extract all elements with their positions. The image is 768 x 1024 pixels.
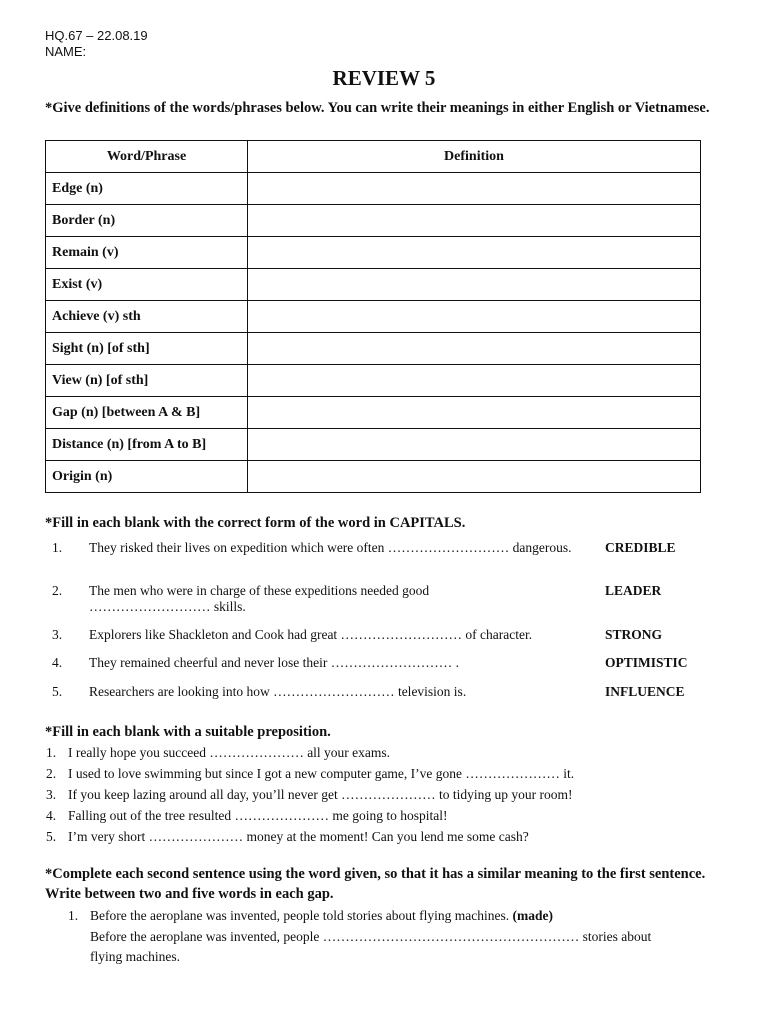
word-cell: Origin (n) xyxy=(46,461,248,493)
item-number: 4. xyxy=(52,655,63,670)
item-number: 2. xyxy=(46,766,57,781)
word-cell: Distance (n) [from A to B] xyxy=(46,429,248,461)
table-row xyxy=(46,429,701,461)
second-sentence-line1: Before the aeroplane was invented, people ………………………………………………… stories about xyxy=(90,929,652,944)
page-title: REVIEW 5 xyxy=(332,66,436,90)
definition-cell[interactable] xyxy=(248,397,701,429)
table-row xyxy=(46,205,701,237)
item-text: If you keep lazing around all day, you’ll never get ………………… to tidying up your room! xyxy=(68,787,573,802)
table-row xyxy=(46,461,701,493)
capitals-word: OPTIMISTIC xyxy=(605,655,688,670)
column-header-word: Word/Phrase xyxy=(46,141,248,173)
table-row xyxy=(46,365,701,397)
keyword: (made) xyxy=(512,908,553,923)
table-row xyxy=(46,333,701,365)
item-number: 5. xyxy=(52,684,63,699)
word-cell: Remain (v) xyxy=(46,237,248,269)
section4-instruction: *Complete each second sentence using the word given, so that it has a similar meaning to the first sentence. Write between two and five words in each gap. xyxy=(45,866,706,902)
item-text: They remained cheerful and never lose their ……………………… . xyxy=(89,655,460,670)
name-label: NAME: xyxy=(45,44,87,59)
item-number: 3. xyxy=(52,627,63,642)
item-text: Researchers are looking into how ……………………… television is. xyxy=(89,684,467,699)
definition-cell[interactable] xyxy=(248,237,701,269)
item-number: 1. xyxy=(46,745,57,760)
word-cell: Exist (v) xyxy=(46,269,248,301)
table-row xyxy=(46,301,701,333)
item-text: I’m very short ………………… money at the moment! Can you lend me some cash? xyxy=(68,829,529,844)
definition-cell[interactable] xyxy=(248,333,701,365)
item-text: The men who were in charge of these expeditions needed good ……………………… skills. xyxy=(89,583,430,614)
item-number: 2. xyxy=(52,583,63,598)
word-cell: Sight (n) [of sth] xyxy=(46,333,248,365)
vocabulary-table xyxy=(45,140,701,493)
word-cell: Gap (n) [between A & B] xyxy=(46,397,248,429)
section1-instruction: *Give definitions of the words/phrases below. You can write their meanings in either English or Vietnamese. xyxy=(45,100,710,116)
section3-instruction: *Fill in each blank with a suitable preposition. xyxy=(45,724,331,740)
capitals-word: LEADER xyxy=(605,583,662,598)
section2-instruction: *Fill in each blank with the correct form of the word in CAPITALS. xyxy=(45,515,466,531)
item-text: I really hope you succeed ………………… all your exams. xyxy=(68,745,391,760)
table-row xyxy=(46,173,701,205)
definition-cell[interactable] xyxy=(248,173,701,205)
item-text: Falling out of the tree resulted ………………… me going to hospital! xyxy=(68,808,448,823)
table-header-row xyxy=(46,141,701,173)
item-number: 5. xyxy=(46,829,57,844)
definition-cell[interactable] xyxy=(248,365,701,397)
capitals-word: INFLUENCE xyxy=(605,684,685,699)
item-number: 1. xyxy=(68,908,79,923)
word-cell: Achieve (v) sth xyxy=(46,301,248,333)
table-row xyxy=(46,397,701,429)
definition-cell[interactable] xyxy=(248,301,701,333)
item-number: 4. xyxy=(46,808,57,823)
definition-cell[interactable] xyxy=(248,429,701,461)
table-row xyxy=(46,237,701,269)
word-cell: Edge (n) xyxy=(46,173,248,205)
definition-cell[interactable] xyxy=(248,205,701,237)
item-text: I used to love swimming but since I got a new computer game, I’ve gone ………………… it. xyxy=(68,766,575,781)
item-number: 3. xyxy=(46,787,57,802)
worksheet-code: HQ.67 – 22.08.19 xyxy=(45,28,148,43)
table-row xyxy=(46,269,701,301)
capitals-word: CREDIBLE xyxy=(605,540,676,555)
item-number: 1. xyxy=(52,540,63,555)
word-cell: Border (n) xyxy=(46,205,248,237)
item-text: Explorers like Shackleton and Cook had great ……………………… of character. xyxy=(89,627,533,642)
column-header-definition: Definition xyxy=(248,141,701,173)
definition-cell[interactable] xyxy=(248,461,701,493)
definition-cell[interactable] xyxy=(248,269,701,301)
item-text: They risked their lives on expedition which were often ……………………… dangerous. xyxy=(89,540,572,555)
first-sentence: Before the aeroplane was invented, people told stories about flying machines. xyxy=(90,908,510,923)
word-cell: View (n) [of sth] xyxy=(46,365,248,397)
second-sentence-line2: flying machines. xyxy=(90,949,180,964)
capitals-word: STRONG xyxy=(605,627,663,642)
